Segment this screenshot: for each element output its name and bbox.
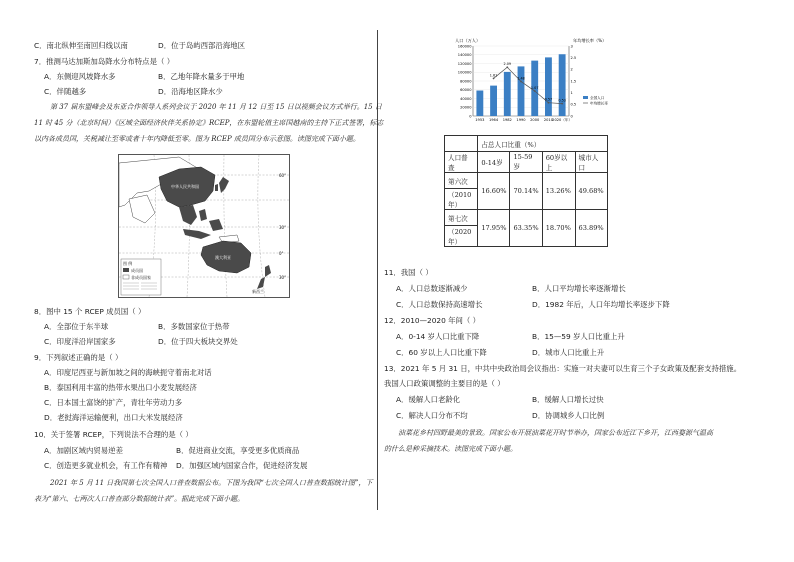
rcep-map <box>118 154 290 298</box>
chart-ytick-right: 2 <box>570 67 573 72</box>
chart-ytick-right: 0 <box>570 114 573 119</box>
map-lat-4: 30° <box>279 275 287 280</box>
q11-option-b: B．人口平均增长率逐渐增长 <box>532 284 626 293</box>
chart-growth-point <box>506 66 508 68</box>
passage-census-line-1: 2021 年 5 月 11 日我国第七次全国人口普查数据公布。下图为我国“七次全国人口普查数据统计图”，下 <box>50 479 373 487</box>
table-cell: 70.14% <box>510 173 542 210</box>
chart-ytick-left: 40000 <box>460 96 472 101</box>
table-cell: 63.35% <box>510 210 542 247</box>
passage-rcep-line-1: 第 37 届东盟峰会及东亚合作领导人系列会议于 2020 年 11 月 12 日至 15 日以视频会议方式举行。15 日 <box>50 103 382 111</box>
q8-option-d: D．位于四大板块交界处 <box>158 337 238 346</box>
chart-growth-point <box>548 102 550 104</box>
q10-option-a: A．加剧区域内贸易逆差 <box>44 446 123 455</box>
chart-ytick-left: 140000 <box>457 53 472 58</box>
map-legend-title: 图 例 <box>123 261 133 266</box>
chart-ytick-left: 80000 <box>460 79 472 84</box>
table-col-header: 城市人口 <box>575 152 607 173</box>
q9-option-b: B．泰国利用丰富的热带水果出口小麦发展经济 <box>44 383 197 392</box>
table-cell: 49.68% <box>575 173 607 210</box>
chart-data-label: 0.53 <box>558 98 566 103</box>
chart-ytick-left: 20000 <box>460 105 472 110</box>
passage-census-line-2: 表为“第六、七两次人口普查部分数据统计表”。据此完成下面小题。 <box>34 495 245 503</box>
q12-option-c: C．60 岁以上人口比重下降 <box>396 348 487 357</box>
q12-option-d: D．城市人口比重上升 <box>532 348 605 357</box>
q8-option-b: B．多数国家位于热带 <box>158 322 230 331</box>
q11-option-d: D．1982 年后，人口年均增长率逐步下降 <box>532 300 670 309</box>
q9-option-a: A．印度尼西亚与新加坡之间的海峡扼守着南北对话 <box>44 368 212 377</box>
chart-data-label: 1.48 <box>517 76 525 81</box>
chart-bar <box>559 54 566 116</box>
passage-rapeseed-line-2: 的什么是种采摘技术。读图完成下面小题。 <box>384 445 517 453</box>
chart-bar <box>490 86 497 116</box>
q8-stem: 8．图中 15 个 RCEP 成员国（ ） <box>34 307 146 316</box>
q12-stem: 12．2010—2020 年间（ ） <box>384 316 481 325</box>
q13-option-b: B．缓解人口增长过快 <box>532 395 604 404</box>
table-cell: 17.95% <box>478 210 510 247</box>
table-col-header: 人口普查 <box>445 152 478 173</box>
map-legend-member: 成员国 <box>131 268 143 273</box>
q10-option-d: D．加强区域内国家合作，促进经济发展 <box>176 461 308 470</box>
q13-option-d: D．协调城乡人口比例 <box>532 411 605 420</box>
map-label-newzealand: 新西兰 <box>252 289 264 294</box>
q6-option-c: C．南北纵伸至南回归线以南 <box>34 41 128 50</box>
chart-data-label: 2.09 <box>503 62 512 67</box>
chart-ytick-left: 160000 <box>457 44 472 49</box>
q10-option-c: C．创造更多就业机会，有工作有精神 <box>44 461 168 470</box>
chart-data-label: 0.57 <box>544 97 553 102</box>
passage-rapeseed-line-1: 油菜花乡村四野最美的景致。国家公布开展油菜花开时节举办，国家公布近江下乡开，江西婺源气温高 <box>398 429 713 437</box>
table-cell: 13.26% <box>542 173 575 210</box>
q9-option-c: C．日本国土富饶的扩产，青壮年劳动力多 <box>44 398 183 407</box>
chart-xtick: 2000 <box>530 118 540 122</box>
q12-option-a: A．0-14 岁人口比重下降 <box>396 332 480 341</box>
map-label-china: 中华人民共和国 <box>171 184 199 189</box>
census-table <box>444 135 608 247</box>
q7-option-d: D．沿海地区降水少 <box>158 87 223 96</box>
q9-stem: 9．下列叙述正确的是（ ） <box>34 353 123 362</box>
chart-ytick-right: 2.5 <box>570 55 577 60</box>
chart-ytick-right: 1.5 <box>570 79 577 84</box>
chart-ytick-left: 120000 <box>457 61 472 66</box>
q8-option-a: A．全部位于东半球 <box>44 322 109 331</box>
q13-option-a: A．缓解人口老龄化 <box>396 395 461 404</box>
chart-ytick-left: 0 <box>469 114 472 119</box>
chart-ytick-left: 100000 <box>457 70 472 75</box>
table-col-header: 0-14岁 <box>478 152 510 173</box>
chart-bar <box>518 66 525 116</box>
chart-bar <box>545 57 552 116</box>
chart-ylabel-right: 年均增长率（%） <box>573 38 607 43</box>
q8-option-c: C．印度洋沿岸国家多 <box>44 337 116 346</box>
chart-growth-point <box>493 78 495 80</box>
q9-option-d: D．老挝海洋运输便利，出口大米发展经济 <box>44 413 183 422</box>
table-cell: 63.89% <box>575 210 607 247</box>
passage-rcep-line-2: 11 时 45 分（北京时间）《区域全面经济伙伴关系协定》RCEP，在东盟轮值主席国越南的主持下正式签署，标志 <box>34 119 384 127</box>
q13-stem-line-1: 13．2021 年 5 月 31 日，中共中央政治局会议指出：实施一对夫妻可以生育三个子女政策及配套支持措施。 <box>384 364 742 373</box>
chart-legend-label: 全国人口 <box>590 95 605 100</box>
table-header: 占总人口比重（%） <box>478 136 608 152</box>
chart-bar <box>504 72 511 116</box>
map-lat-3: 0° <box>279 251 284 256</box>
chart-data-label: 1.61 <box>489 73 498 78</box>
chart-ytick-right: 0.5 <box>570 102 577 107</box>
chart-bar <box>476 91 483 116</box>
chart-ytick-right: 1 <box>570 90 573 95</box>
chart-data-label: 1.07 <box>530 86 539 91</box>
chart-legend-label: 年均增长率 <box>590 101 608 106</box>
q11-option-c: C．人口总数保持高速增长 <box>396 300 483 309</box>
q7-option-b: B．乙地年降水量多于甲地 <box>158 72 245 81</box>
q6-option-d: D．位于岛屿西部沿海地区 <box>158 41 245 50</box>
chart-ytick-left: 60000 <box>460 88 472 93</box>
table-row-label: 第七次 <box>445 210 478 226</box>
chart-xtick: 2010 <box>543 118 554 122</box>
table-empty-corner <box>445 136 478 152</box>
chart-growth-point <box>534 90 536 92</box>
q10-stem: 10．关于签署 RCEP，下列说法不合理的是（ ） <box>34 430 193 439</box>
table-row-sublabel: （2010年） <box>445 189 478 210</box>
chart-ytick-right: 3 <box>570 44 573 49</box>
census-chart <box>453 36 609 128</box>
map-legend-nonmember: 非成员国家 <box>131 275 151 280</box>
passage-rcep-line-3: 以内各成员国，关税减让至零或者十年内降低至零。图为 RCEP 成员国分布示意图。读图完成下面小题。 <box>34 135 360 143</box>
map-lat-2: 30° <box>279 225 287 230</box>
q12-option-b: B．15—59 岁人口比重上升 <box>532 332 625 341</box>
table-row-sublabel: （2020年） <box>445 226 478 247</box>
map-label-australia: 澳大利亚 <box>215 255 231 260</box>
chart-legend-swatch-bar <box>583 96 588 99</box>
chart-growth-point <box>561 103 563 105</box>
q13-option-c: C．解决人口分布不均 <box>396 411 468 420</box>
q13-stem-line-2: 我国人口政策调整的主要目的是（ ） <box>384 379 505 388</box>
chart-growth-point <box>520 81 522 83</box>
table-col-header: 60岁以上 <box>542 152 575 173</box>
q11-stem: 11．我国（ ） <box>384 268 433 277</box>
map-lat-1: 60° <box>279 173 287 178</box>
chart-ylabel-left: 人口（万人） <box>455 38 481 43</box>
chart-xtick: 1990 <box>516 118 526 122</box>
chart-xtick: 1953 <box>475 118 485 122</box>
q7-option-a: A．东侧迎风坡降水多 <box>44 72 116 81</box>
chart-xtick: 2020（年） <box>552 118 573 122</box>
table-cell: 16.60% <box>478 173 510 210</box>
table-row-label: 第六次 <box>445 173 478 189</box>
q10-option-b: B．促进商业交流，享受更多优质商品 <box>176 446 300 455</box>
q7-option-c: C．伴随越多 <box>44 87 87 96</box>
chart-xtick: 1982 <box>502 118 512 122</box>
table-cell: 18.70% <box>542 210 575 247</box>
q11-option-a: A．人口总数逐渐减少 <box>396 284 468 293</box>
chart-xtick: 1964 <box>488 118 499 122</box>
q7-stem: 7．推测马达加斯加岛降水分布特点是（ ） <box>34 57 175 66</box>
table-col-header: 15-59岁 <box>510 152 542 173</box>
